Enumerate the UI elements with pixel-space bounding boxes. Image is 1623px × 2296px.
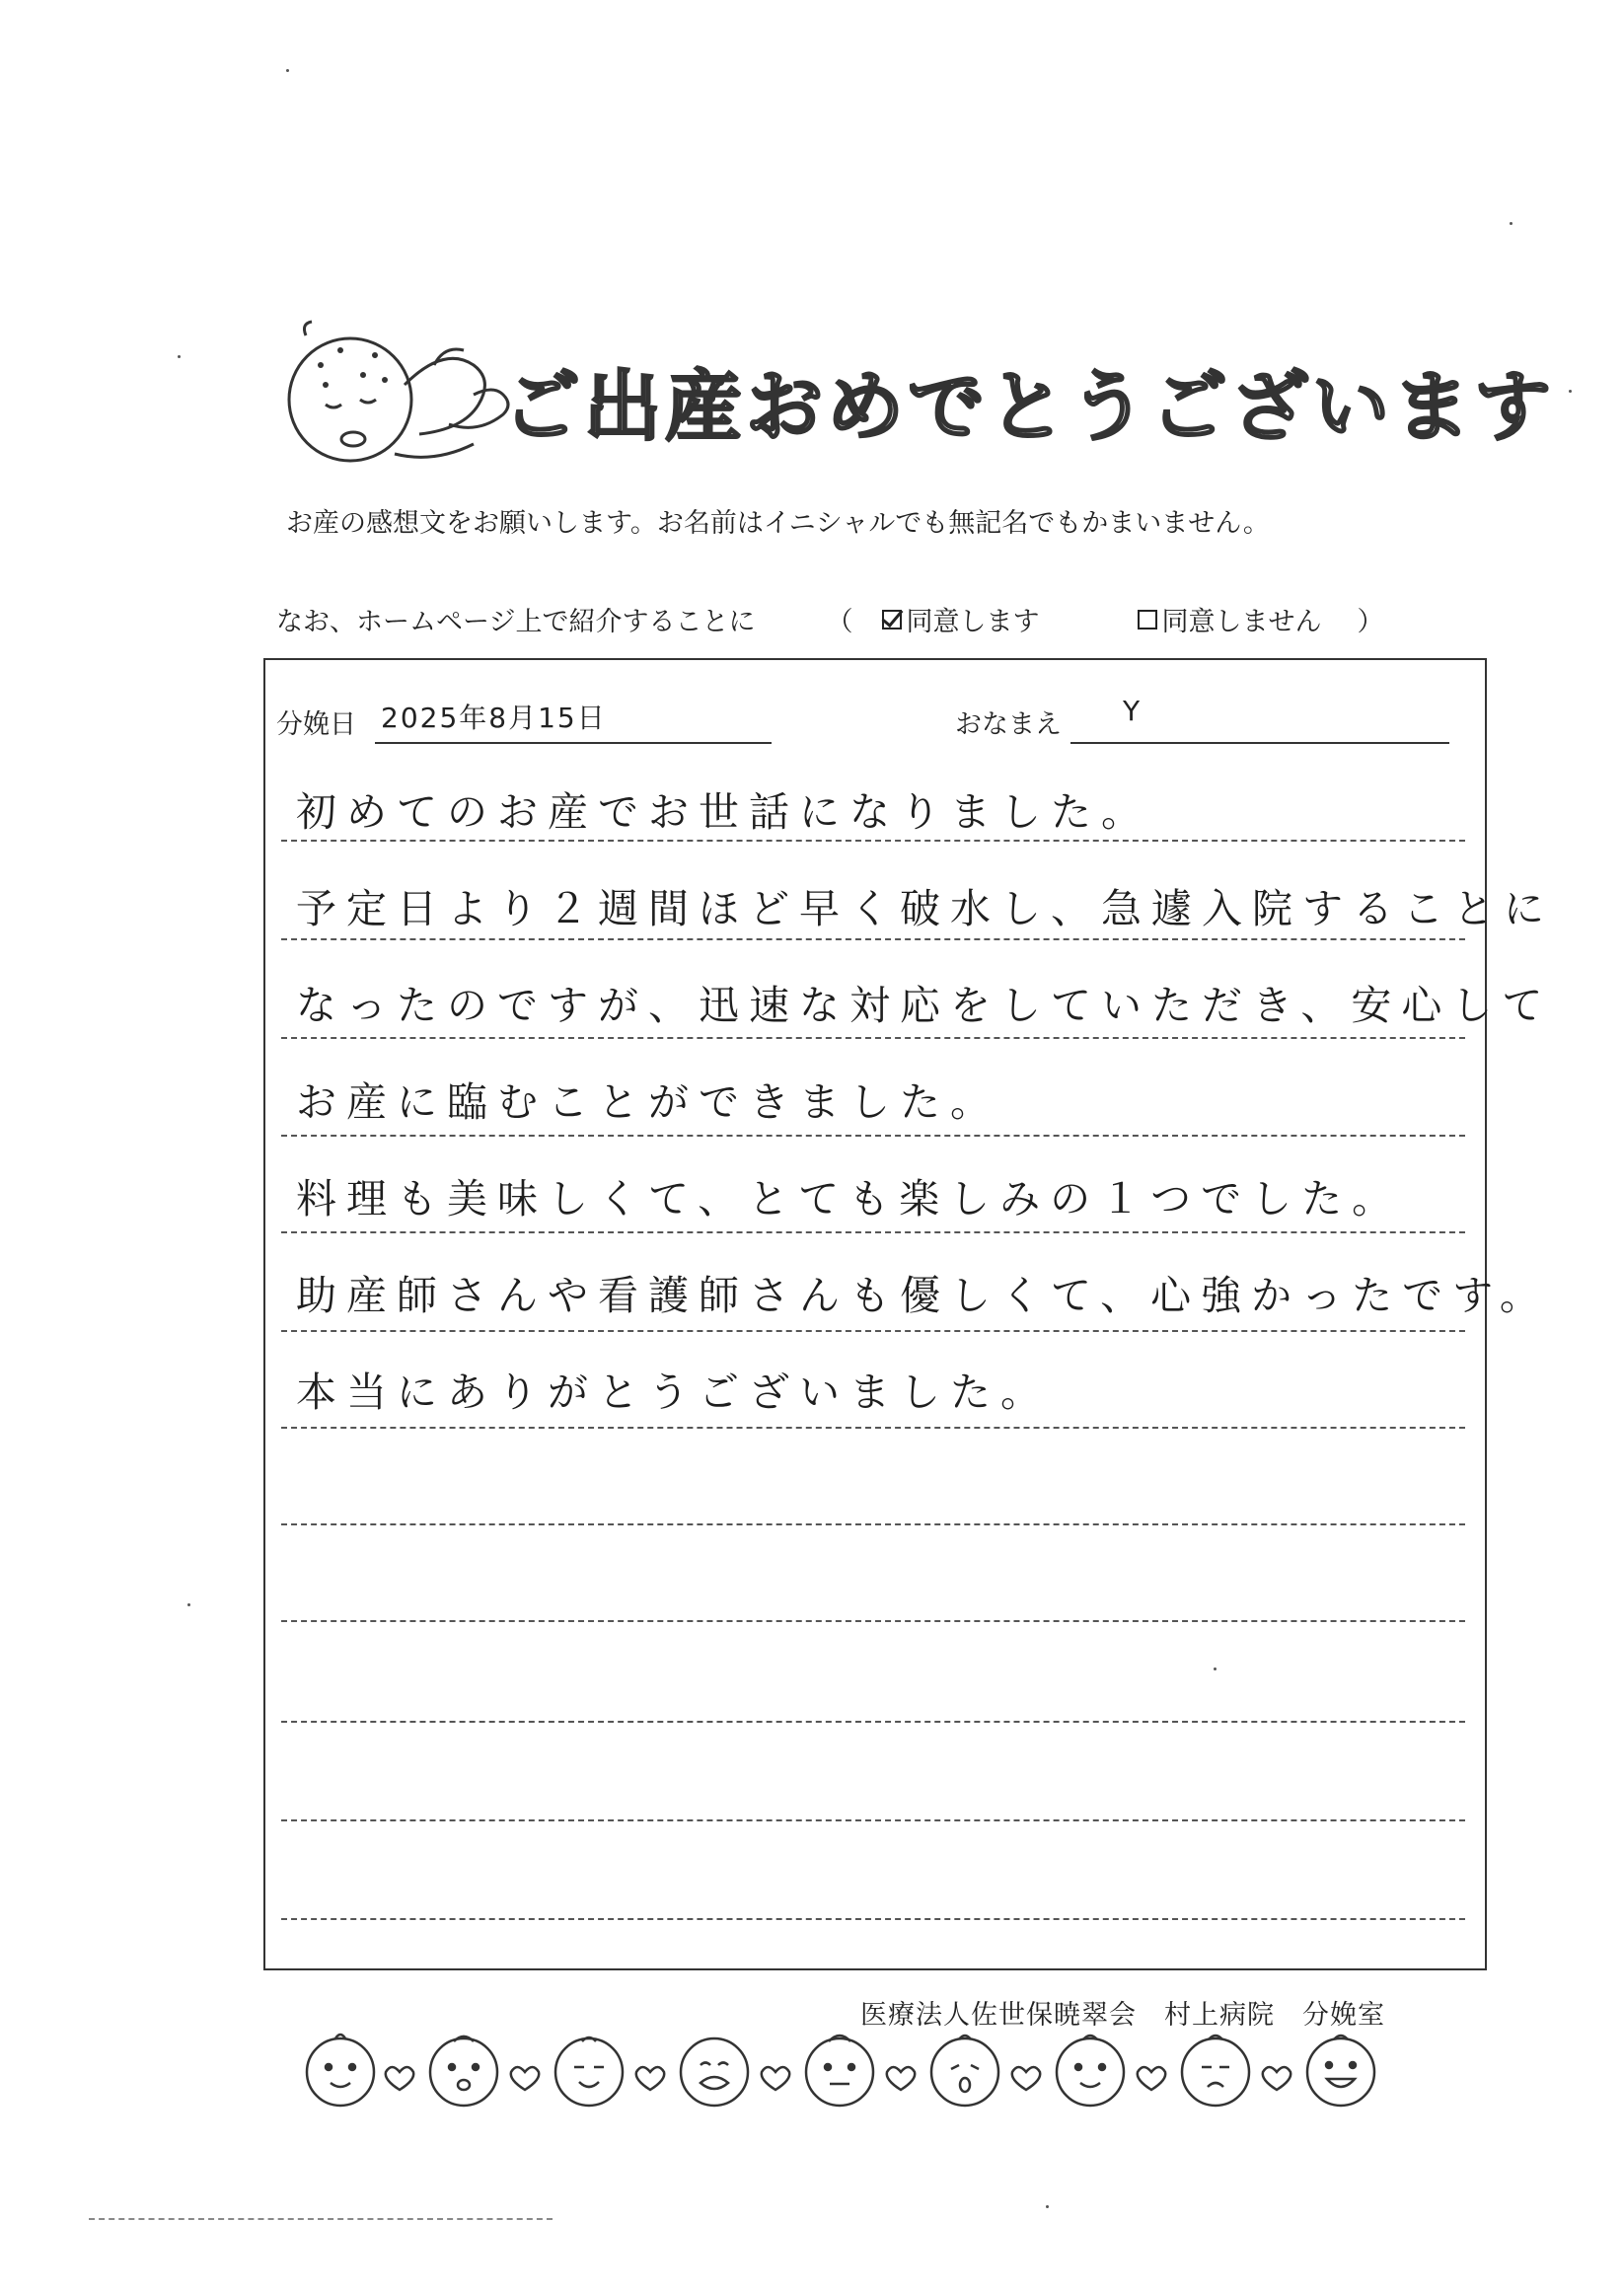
- baby-face-icon: [430, 2037, 497, 2106]
- disagree-label: 同意しません: [1161, 607, 1322, 637]
- open-paren: （: [826, 607, 853, 637]
- sleeping-baby-illustration: [266, 306, 523, 474]
- writing-line: [281, 840, 1465, 842]
- writing-line: [281, 1819, 1465, 1821]
- writing-line: [281, 1135, 1465, 1137]
- agree-option[interactable]: [882, 600, 1039, 638]
- baby-face-icon: [681, 2038, 748, 2106]
- comment-line-1: 初めてのお産でお世話になりました。: [296, 788, 1151, 836]
- writing-line: [281, 1620, 1465, 1622]
- name-underline: [1070, 742, 1449, 744]
- scan-artifact-line: [89, 2218, 553, 2220]
- scan-speck: [1510, 222, 1512, 225]
- heart-icon: [636, 2067, 664, 2090]
- writing-line: [281, 1330, 1465, 1332]
- writing-line: [281, 1427, 1465, 1429]
- heart-icon: [887, 2067, 915, 2090]
- scan-speck: [1214, 1667, 1217, 1670]
- scan-speck: [286, 69, 289, 72]
- heart-icon: [1012, 2067, 1040, 2090]
- comment-line-2: 予定日より２週間ほど早く破水し、急遽入院することに: [296, 885, 1554, 932]
- disagree-option[interactable]: [1138, 600, 1321, 638]
- heart-icon: [386, 2067, 413, 2090]
- baby-face-icon: [307, 2035, 374, 2106]
- writing-line: [281, 1523, 1465, 1525]
- scan-speck: [187, 1603, 190, 1606]
- baby-face-icon: [1057, 2036, 1124, 2106]
- agree-checkbox[interactable]: [882, 610, 902, 630]
- writing-line: [281, 1721, 1465, 1723]
- delivery-date-underline: [375, 742, 772, 744]
- writing-line: [281, 1037, 1465, 1039]
- writing-line: [281, 1231, 1465, 1233]
- baby-face-icon: [806, 2036, 873, 2106]
- comment-line-3: なったのですが、迅速な対応をしていただき、安心して: [296, 982, 1553, 1029]
- consent-prefix: なお、ホームページ上で紹介することに: [276, 607, 756, 637]
- instruction-text: お産の感想文をお願いします。お名前はイニシャルでも無記名でもかまいません。: [286, 508, 1270, 539]
- heart-icon: [762, 2067, 789, 2090]
- baby-face-icon: [1182, 2036, 1249, 2106]
- delivery-date-label: 分娩日: [276, 709, 356, 740]
- comment-line-5: 料理も美味しくて、とても楽しみの１つでした。: [296, 1175, 1403, 1222]
- comment-line-4: お産に臨むことができました。: [296, 1078, 1000, 1126]
- heart-icon: [511, 2067, 539, 2090]
- page-title: ご出産おめでとうございます: [503, 363, 1556, 452]
- close-paren: ）: [1357, 607, 1384, 637]
- name-value[interactable]: Y: [1123, 695, 1143, 727]
- writing-line: [281, 938, 1465, 940]
- comment-line-6: 助産師さんや看護師さんも優しくて、心強かったです。: [296, 1272, 1550, 1319]
- baby-face-icon: [1307, 2036, 1374, 2106]
- organization-name: 医療法人佐世保暁翠会 村上病院 分娩室: [860, 2000, 1385, 2031]
- delivery-date-value[interactable]: 2025年8月15日: [381, 702, 607, 734]
- consent-row: [276, 600, 1383, 638]
- baby-face-icon: [931, 2036, 998, 2106]
- comment-line-7: 本当にありがとうございました。: [296, 1369, 1051, 1416]
- scan-speck: [1569, 390, 1572, 393]
- heart-icon: [1263, 2067, 1291, 2090]
- baby-faces-decoration: [296, 2028, 1460, 2116]
- writing-line: [281, 1918, 1465, 1920]
- scan-speck: [178, 355, 181, 358]
- baby-face-icon: [555, 2037, 623, 2106]
- scan-speck: [1046, 2205, 1049, 2208]
- name-label: おなまえ: [955, 709, 1062, 740]
- disagree-checkbox[interactable]: [1138, 610, 1157, 630]
- header: [266, 306, 1556, 474]
- heart-icon: [1138, 2067, 1165, 2090]
- agree-label: 同意します: [906, 607, 1040, 637]
